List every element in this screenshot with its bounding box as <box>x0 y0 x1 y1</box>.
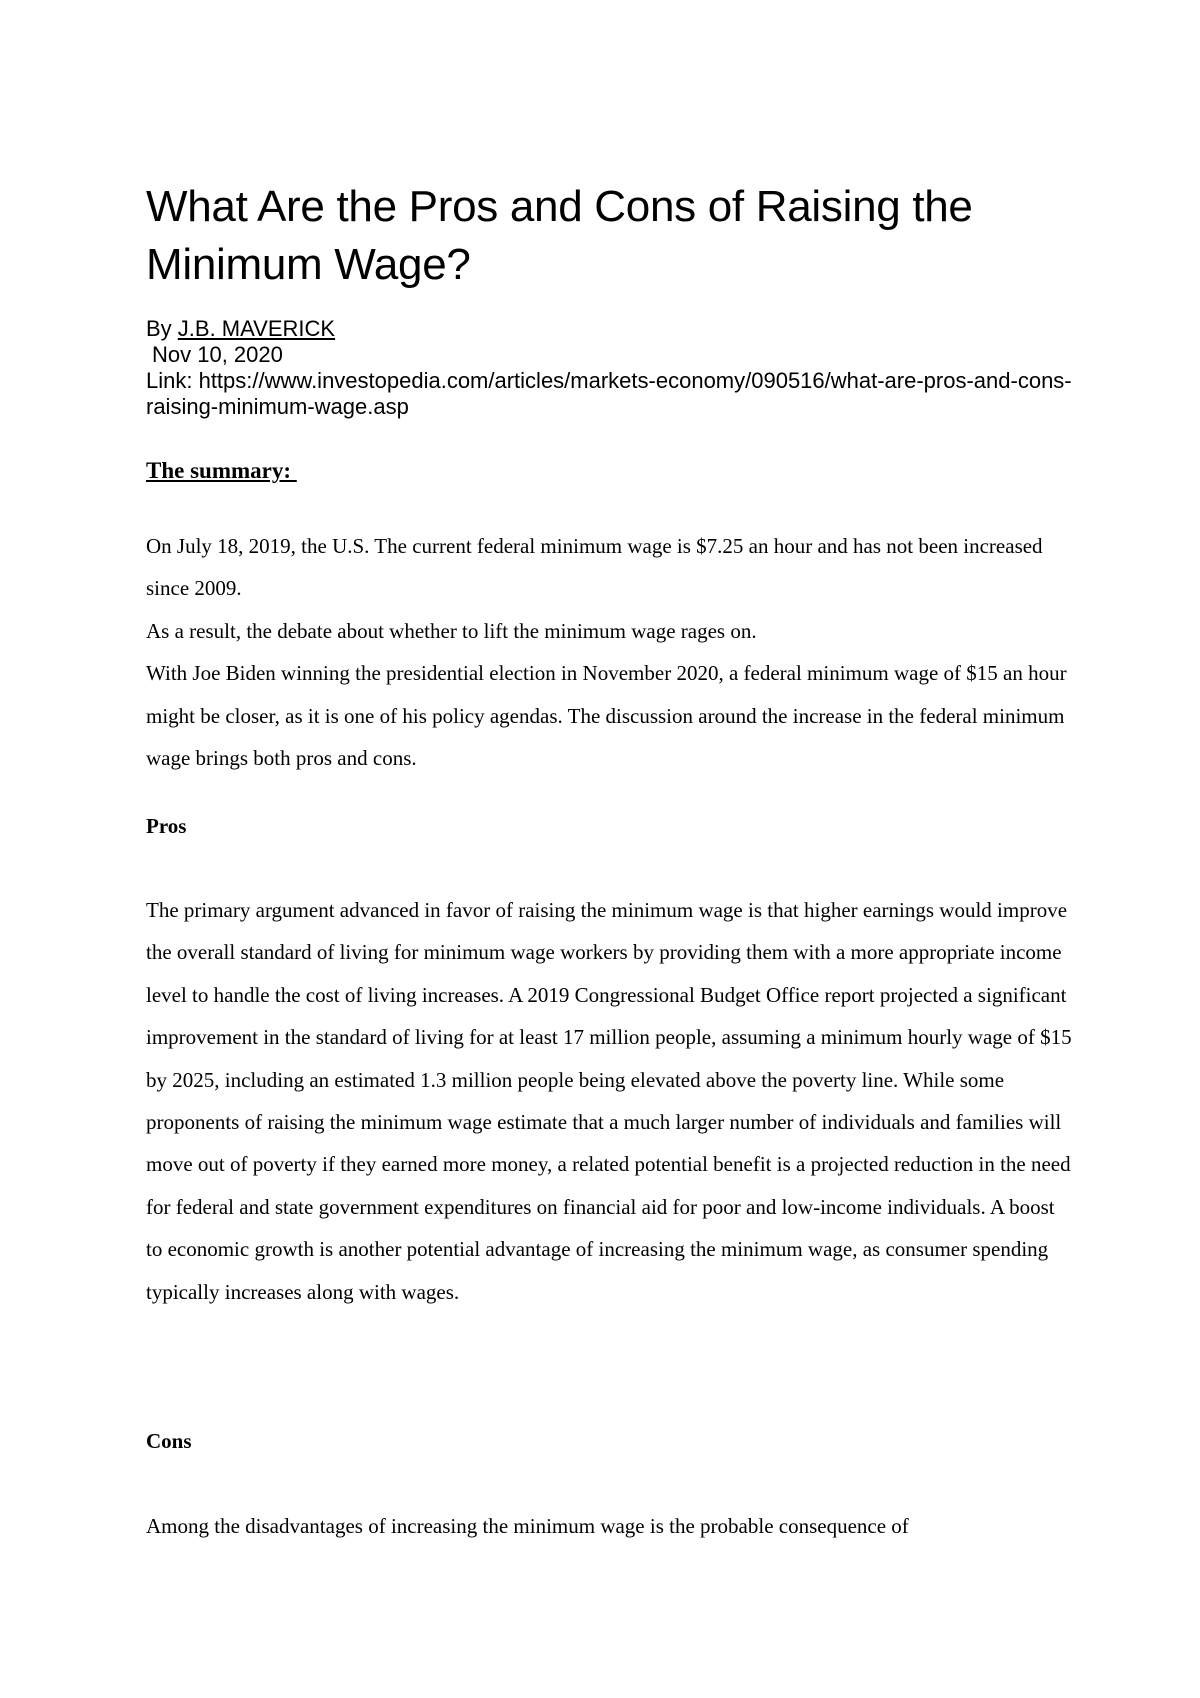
article-title: What Are the Pros and Cons of Raising the Minimum Wage? <box>146 182 973 289</box>
author-link[interactable]: J.B. MAVERICK <box>177 316 336 341</box>
pros-heading: Pros <box>146 814 187 838</box>
article-meta <box>146 316 1076 420</box>
source-link: Link: https://www.investopedia.com/articles/markets-economy/090516/what-are-pros-and-cons-raising-minimum-wage.asp <box>146 368 1072 419</box>
summary-section <box>146 525 1076 779</box>
publish-date: Nov 10, 2020 <box>152 342 283 367</box>
byline <box>146 316 1076 342</box>
cons-heading: Cons <box>146 1429 192 1453</box>
summary-paragraph: With Joe Biden winning the presidential election in November 2020, a federal minimum wage of $15 an hour might be closer, as it is one of his policy agendas. The discussion around the increase in the federal minimum wage brings both pros and cons. <box>146 661 1067 771</box>
cons-paragraph: Among the disadvantages of increasing the minimum wage is the probable consequence of <box>146 1514 909 1538</box>
summary-heading: The summary: <box>146 458 297 483</box>
pros-section <box>146 889 1076 1313</box>
cons-section <box>146 1505 1076 1547</box>
summary-paragraph: On July 18, 2019, the U.S. The current federal minimum wage is $7.25 an hour and has not been increased since 2009. <box>146 534 1043 601</box>
summary-paragraph: As a result, the debate about whether to lift the minimum wage rages on. <box>146 618 757 643</box>
byline-prefix: By <box>146 316 178 341</box>
pros-paragraph: The primary argument advanced in favor of raising the minimum wage is that higher earnings would improve the overall standard of living for minimum wage workers by providing them with a more appropriate income level to handle the cost of living increases. A 2019 Congressional Budget Office report projected a significant improvement in the standard of living for at least 17 million people, assuming a minimum hourly wage of $15 by 2025, including an estimated 1.3 million people being elevated above the poverty line. While some proponents of raising the minimum wage estimate that a much larger number of individuals and families will move out of poverty if they earned more money, a related potential benefit is a projected reduction in the need for federal and state government expenditures on financial aid for poor and low-income individuals. A boost to economic growth is another potential advantage of increasing the minimum wage, as consumer spending typically increases along with wages. <box>146 898 1072 1304</box>
